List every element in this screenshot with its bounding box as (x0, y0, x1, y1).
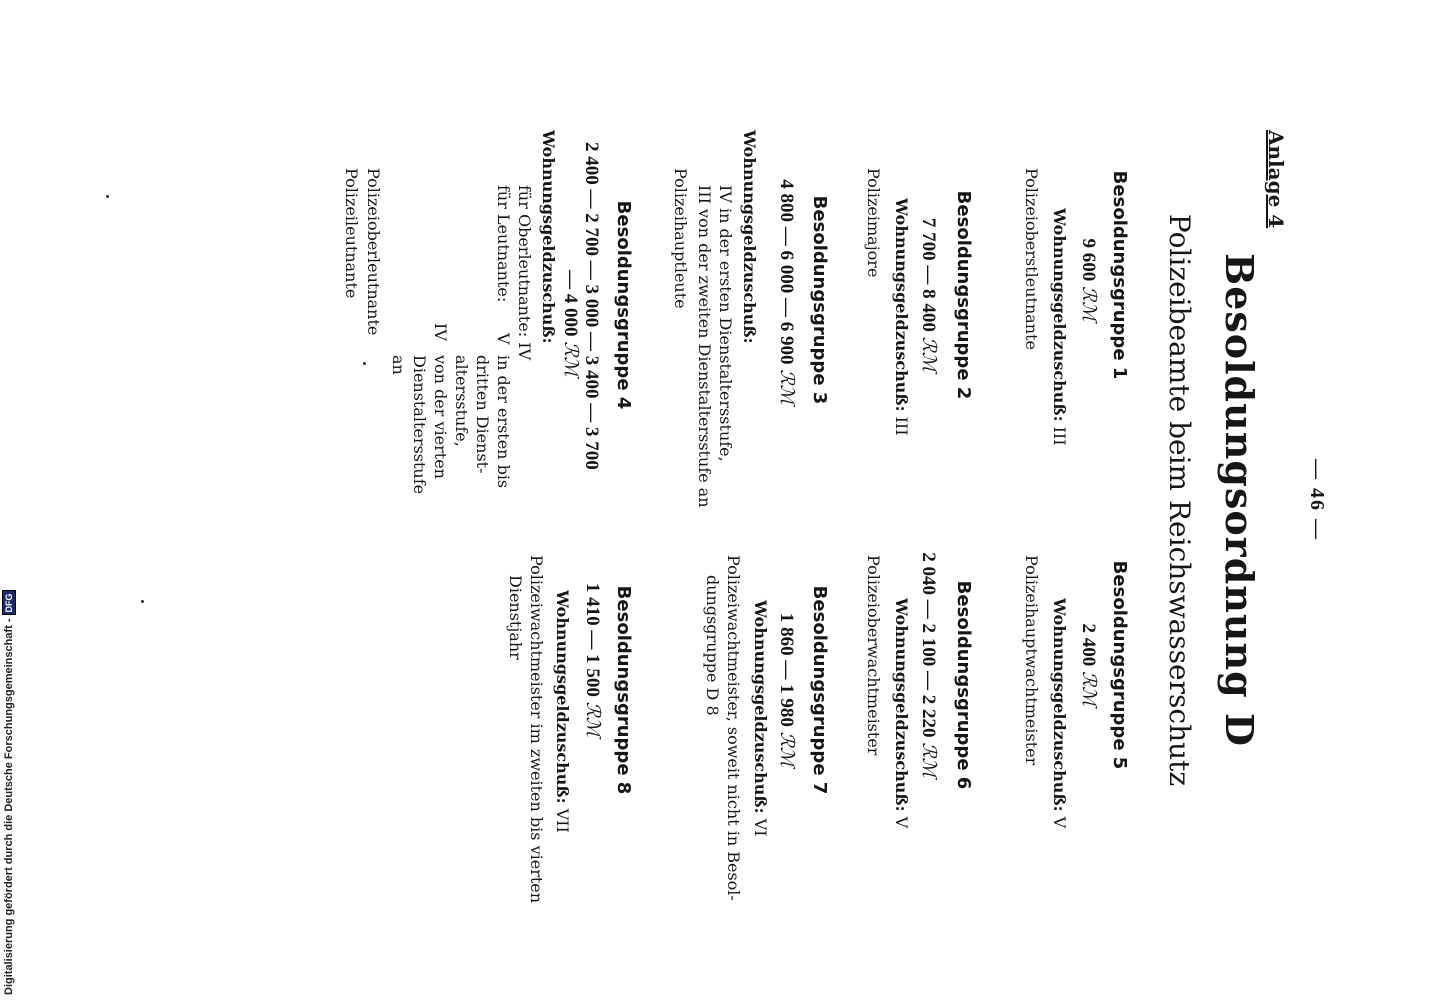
amount-value: 1 410 — 1 500 (582, 582, 603, 697)
besoldungsgruppe-8-rank-line2: Dienstjahr (506, 575, 525, 660)
wz-label: Wohnungsgeldzuschuß: (539, 130, 558, 344)
leutnante-v-text-3: altersstufe, (452, 355, 471, 447)
besoldungsgruppe-7-rank-line2: dungsgruppe D 8 (703, 575, 722, 716)
ober-value: IV (515, 342, 534, 361)
besoldungsgruppe-8-wohnungsgeld (553, 590, 572, 833)
annex-label: Anlage 4 (1264, 130, 1288, 229)
amount-value: 7 700 — 8 400 (918, 217, 939, 332)
scan-speck (363, 362, 366, 365)
leutnante-iv: IV (431, 323, 450, 341)
besoldungsgruppe-7-amount (775, 613, 798, 767)
digitization-note-text: Digitalisierung gefördert durch die Deutsche Forschungsgemeinschaft - (3, 618, 15, 995)
digitization-note (2, 593, 16, 995)
wz-label: Wohnungsgeldzuschuß: (892, 198, 911, 412)
amount-value: — 4 000 (560, 270, 581, 337)
besoldungsgruppe-7-rank-line1: Polizeiwachtmeister, soweit nicht in Besol- (724, 555, 743, 901)
currency-unit: ℛℳ (918, 742, 939, 778)
scan-speck (106, 195, 109, 198)
amount-value: 2 400 (1078, 623, 1099, 667)
besoldungsgruppe-2-wohnungsgeld (892, 198, 911, 436)
besoldungsgruppe-8-amount (581, 583, 604, 737)
besoldungsgruppe-3-wz-line1: IV in der ersten Dienstaltersstufe, (716, 185, 735, 462)
leutnante-v-text-1: in der ersten bis (494, 355, 513, 489)
besoldungsgruppe-8-heading: Besoldungsgruppe 8 (613, 585, 634, 795)
currency-unit: ℛℳ (1078, 671, 1099, 707)
besoldungsgruppe-6-wohnungsgeld (892, 598, 911, 828)
besoldungsgruppe-4-oberleutnante (514, 185, 535, 360)
besoldungsgruppe-1-amount (1077, 239, 1100, 322)
currency-unit: ℛℳ (582, 701, 603, 738)
besoldungsgruppe-3-heading: Besoldungsgruppe 3 (809, 195, 830, 405)
besoldungsgruppe-3-rank: Polizeihauptleute (671, 168, 690, 309)
besoldungsgruppe-2-amount (917, 218, 940, 372)
currency-unit: ℛℳ (918, 336, 939, 373)
besoldungsgruppe-1-wohnungsgeld (1050, 208, 1069, 446)
besoldungsgruppe-5-heading: Besoldungsgruppe 5 (1109, 560, 1130, 770)
wz-value: III (1050, 426, 1069, 446)
besoldungsgruppe-8-rank-line1: Polizeiwachtmeister im zweiten bis vierten (527, 555, 546, 904)
besoldungsgruppe-1-heading: Besoldungsgruppe 1 (1109, 170, 1130, 380)
besoldungsgruppe-4-leutnante-label: für Leutnante: (494, 185, 513, 303)
besoldungsgruppe-2-rank: Polizeimajore (864, 168, 883, 278)
wz-label: Wohnungsgeldzuschuß: (1050, 598, 1069, 812)
currency-unit: ℛℳ (1078, 286, 1099, 322)
ober-label: für Oberleutnante: (515, 185, 534, 338)
wz-label: Wohnungsgeldzuschuß: (740, 130, 759, 344)
besoldungsgruppe-4-amount-line1: 2 400 — 2 700 — 3 000 — 3 400 — 3 700 (581, 142, 602, 470)
wz-value: V (892, 816, 911, 829)
wz-label: Wohnungsgeldzuschuß: (892, 598, 911, 812)
amount-value: 2 040 — 2 100 — 2 220 (918, 552, 939, 738)
dfg-logo-icon: DFG (2, 590, 16, 615)
amount-value: 1 860 — 1 980 (776, 612, 797, 727)
leutnante-iv-text-1: von der vierten (431, 355, 450, 479)
besoldungsgruppe-1-rank: Polizeioberstleutnante (1022, 168, 1041, 350)
scan-speck (141, 600, 144, 603)
besoldungsgruppe-4-rank-1: Polizeioberleutnante (364, 168, 383, 336)
besoldungsgruppe-6-heading: Besoldungsgruppe 6 (953, 580, 974, 790)
page-number: — 46 — (1306, 459, 1328, 541)
besoldungsgruppe-6-amount (917, 552, 940, 777)
currency-unit: ℛℳ (776, 731, 797, 768)
wz-value: III (892, 416, 911, 436)
leutnante-v: V (494, 333, 513, 345)
besoldungsgruppe-3-amount (775, 179, 798, 404)
wz-value: VI (751, 818, 770, 837)
currency-unit: ℛℳ (776, 369, 797, 405)
besoldungsgruppe-4-heading: Besoldungsgruppe 4 (613, 200, 634, 410)
leutnante-iv-text-2: Dienstaltersstufe (410, 355, 429, 495)
besoldungsgruppe-5-wohnungsgeld (1050, 598, 1069, 828)
wz-value: V (1050, 816, 1069, 829)
amount-value: 4 800 — 6 000 — 6 900 (776, 179, 797, 365)
wz-value: VII (553, 808, 572, 833)
besoldungsgruppe-6-rank: Polizeioberwachtmeister (864, 555, 883, 756)
besoldungsgruppe-3-wohnungsgeld (740, 130, 759, 344)
wz-label: Wohnungsgeldzuschuß: (553, 590, 572, 804)
besoldungsgruppe-4-rank-2: Polizeileutnante (342, 168, 361, 299)
besoldungsgruppe-2-heading: Besoldungsgruppe 2 (953, 190, 974, 400)
besoldungsgruppe-7-heading: Besoldungsgruppe 7 (809, 585, 830, 795)
besoldungsgruppe-4-amount-line2 (559, 270, 582, 377)
leutnante-iv-text-3: an (389, 355, 408, 375)
currency-unit: ℛℳ (560, 341, 581, 377)
besoldungsgruppe-4-wohnungsgeld (539, 130, 558, 344)
document-subtitle: Polizeibeamte beim Reichswasserschutz (1163, 213, 1196, 787)
besoldungsgruppe-3-wz-line2: III von der zweiten Dienstaltersstufe an (695, 185, 714, 508)
besoldungsgruppe-5-rank: Polizeihauptwachtmeister (1022, 555, 1041, 766)
document-title: Besoldungsordnung D (1217, 253, 1262, 747)
besoldungsgruppe-7-wohnungsgeld (751, 600, 770, 836)
amount-value: 9 600 (1078, 238, 1099, 282)
wz-label: Wohnungsgeldzuschuß: (751, 600, 770, 814)
wz-label: Wohnungsgeldzuschuß: (1050, 208, 1069, 422)
besoldungsgruppe-5-amount (1077, 624, 1100, 707)
leutnante-v-text-2: dritten Dienst- (473, 355, 492, 474)
